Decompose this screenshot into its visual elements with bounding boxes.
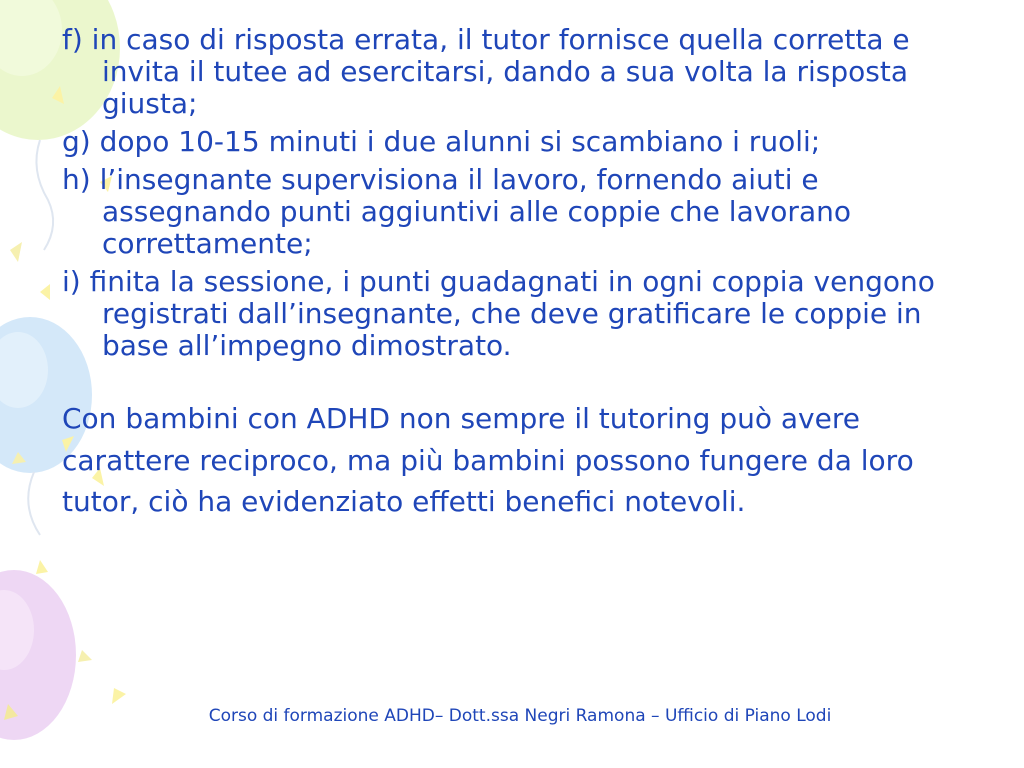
slide-footer: Corso di formazione ADHD– Dott.ssa Negri Ramona – Ufficio di Piano Lodi — [208, 706, 832, 726]
list-item-g: g) dopo 10-15 minuti i due alunni si scambiano i ruoli; — [62, 125, 821, 158]
adhd-paragraph: Con bambini con ADHD non sempre il tutoring può avere carattere reciproco, ma più bambini possono fungere da loro tutor, ciò ha evidenziato effetti benefici notevoli. — [62, 402, 914, 518]
list-item-i: i) finita la sessione, i punti guadagnati in ogni coppia vengono registrati dall’insegnante, che deve gratificare le coppie in base all’impegno dimostrato. — [62, 265, 935, 362]
slide-content — [62, 24, 972, 523]
list-item-f: f) in caso di risposta errata, il tutor fornisce quella corretta e invita il tutee ad esercitarsi, dando a sua volta la risposta giusta; — [62, 23, 910, 120]
list-item-h: h) l’insegnante supervisiona il lavoro, fornendo aiuti e assegnando punti aggiuntivi alle coppie che lavorano correttamente; — [62, 163, 851, 260]
